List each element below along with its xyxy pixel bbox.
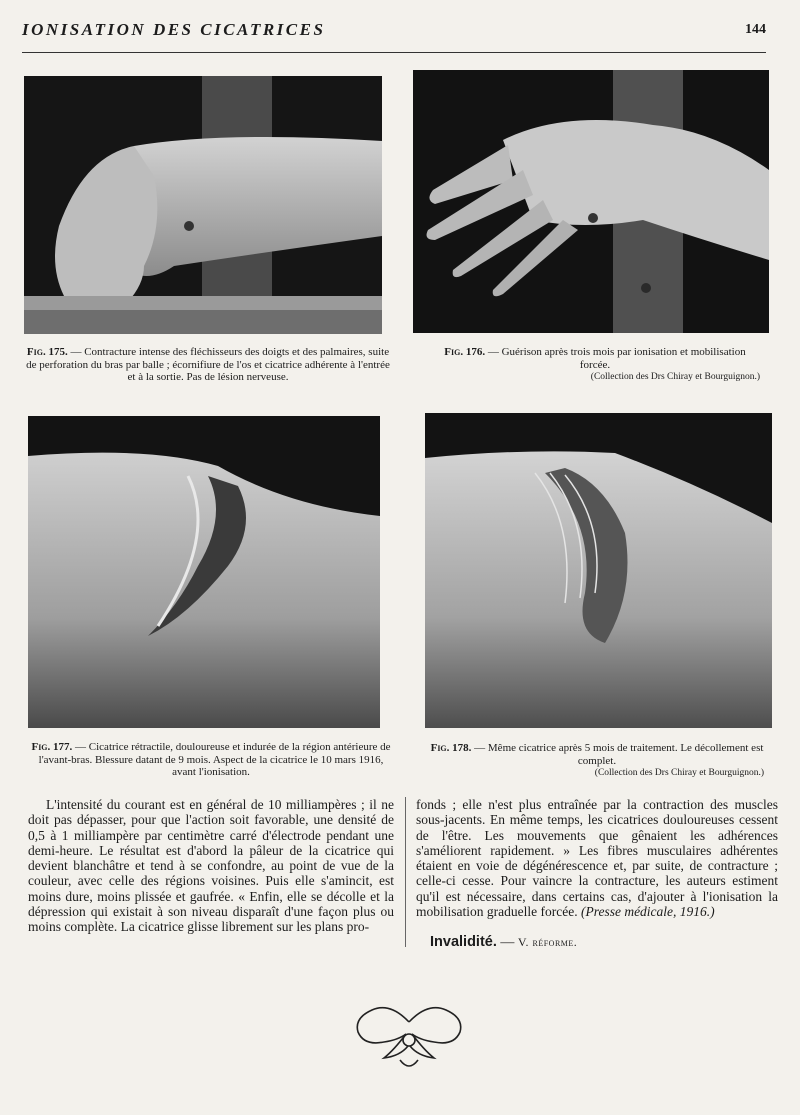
- page-number: 144: [745, 22, 766, 37]
- body-column-left: L'intensité du courant est en général de 10 milliampères ; il ne doit pas dépasser, pour que l'action soit favorable, une densité de 0,5 à 1 milliampère par centimètre carré d'électrode pendant une demi-heure. Le résultat est d'abord la pâleur de la cicatrice qui devient blanchâtre et tend à se confondre, au point de vue de la couleur, avec celle des régions voisines. Puis elle s'amincit, est moins dure, moins plissée et gaufrée. « Enfin, elle se décolle et la dépression qui existait à son niveau disparaît d'une façon plus ou moins complète. La cicatrice glisse librement sur les plans pro-: [28, 797, 394, 935]
- figure-number: Fig. 176.: [444, 346, 486, 358]
- photo-contracted-hand: [24, 76, 382, 334]
- section-dash: —: [496, 935, 518, 950]
- column-divider: [405, 797, 406, 947]
- section-heading: [430, 934, 577, 951]
- caption-text: — Cicatrice rétractile, douloureuse et indurée de la région antérieure de l'avant-bras. Blessure datant de 9 mois. Aspect de la cicatrice le 10 mars 1916, avant l'ionisation.: [38, 741, 391, 778]
- photo-open-hand: [413, 70, 769, 333]
- section-subtitle: V. réforme.: [517, 935, 578, 949]
- caption-text: — Même cicatrice après 5 mois de traitement. Le décollement est complet.: [471, 742, 764, 767]
- caption-fig-177: [28, 741, 394, 779]
- photo-scar-after: [425, 413, 772, 728]
- section-title: Invalidité.: [430, 934, 497, 950]
- header-rule: [22, 52, 766, 53]
- figure-number: Fig. 178.: [430, 742, 472, 754]
- running-title: IONISATION DES CICATRICES: [22, 20, 326, 39]
- photo-credit: (Collection des Drs Chiray et Bourguignon.): [590, 372, 760, 382]
- photo-credit: (Collection des Drs Chiray et Bourguignon.): [594, 768, 764, 778]
- caption-fig-175: [26, 346, 390, 384]
- caption-text: — Contracture intense des fléchisseurs des doigts et des palmaires, suite de perforation du bras par balle ; écornifiure de l'os et cicatrice adhérente à l'entrée et à la sortie. Pas de lésion nerveuse.: [26, 346, 390, 383]
- caption-fig-178: [430, 742, 764, 780]
- photo-scar-before: [28, 416, 380, 728]
- caption-text: — Guérison après trois mois par ionisation et mobilisation forcée.: [485, 346, 746, 371]
- figure-number: Fig. 177.: [31, 741, 73, 753]
- body-column-right-text: fonds ; elle n'est plus entraînée par la contraction des muscles sous-jacents. En même temps, les cicatrices douloureuses cessent de l'être. Les mouvements que gênaient les adhérences s'améliorent rapidement. » Les fibres musculaires adhérentes étaient en voie de dégénérescence et, par suite, de contracture ; celle-ci cesse. Pour vaincre la contracture, les auteurs estiment qu'il est nécessaire, dans certains cas, d'ajouter à l'ionisation la mobilisation graduelle forcée.: [416, 797, 778, 920]
- floral-ornament: [350, 1000, 468, 1072]
- figure-number: Fig. 175.: [26, 346, 68, 358]
- source-citation: (Presse médicale, 1916.): [580, 904, 715, 920]
- caption-fig-176: [430, 346, 760, 384]
- body-column-right: [416, 797, 778, 919]
